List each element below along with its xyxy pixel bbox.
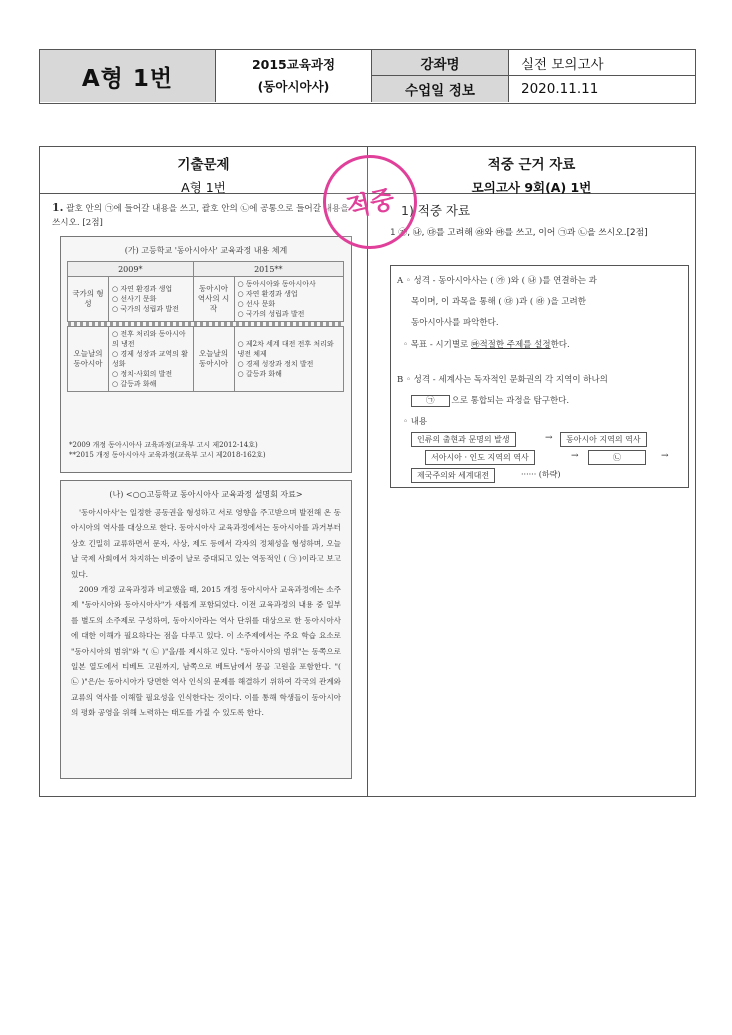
curriculum-table [67,261,344,392]
list-item: ○ 동아시아와 동아시아사 [237,280,316,288]
left-subheading: A형 1번 [181,180,226,195]
flow-step-5: 제국주의와 세계대전 [411,468,495,483]
flow-tail: ······ (하략) [521,470,561,479]
row1-label-2015: 동아시아 역사의 시작 [193,277,234,322]
a-goal [403,338,570,350]
row1-label-2009: 국가의 형성 [68,277,109,322]
evidence-section-title: 1) 적중 자료 [401,203,471,218]
a-line1: A ◦ 성격 - 동아시아사는 ( ㉮ )와 ( ㉯ )를 연결하는 과 [397,276,597,286]
flow-arrow: → [571,451,579,461]
a-goal-prefix: ◦ 목표 - 시기별로 [403,340,471,350]
source-box-na [60,480,352,779]
flow-step-2: 동아시아 지역의 역사 [560,432,647,447]
date-label: 수업일 정보 [372,76,509,102]
note-2009: *2009 개정 동아시아사 교육과정(교육부 고시 제2012-14호) [69,441,258,449]
list-item: ○ 자연 환경과 생업 [237,290,298,298]
list-item: ○ 국가의 성립과 발전 [112,305,179,313]
box-ga-title: (가) 고등학교 '동아시아사' 교육과정 내용 체계 [124,246,288,255]
flow-step-4: ㉡ [588,450,646,465]
row2-label-2009: 오늘날의 동아시아 [68,327,109,392]
question-text: 괄호 안의 ㉠에 들어갈 내용을 쓰고, 괄호 안의 ㉡에 공통으로 들어갈 내용을 쓰시오. [2점] [52,204,349,228]
row2-items-2009 [109,327,194,392]
b-line2 [411,394,569,406]
box-na-paragraph: '동아시아사'는 일정한 공동권을 형성하고 서로 영향을 주고받으며 발전해 온 동아시아의 역사를 대상으로 한다. 동아시아사 교육과정에서는 동아시아를 과거부터 상호 긴밀히 교류하면서 문자, 사상, 제도 등에서 각자의 정체성을 형성하며, 오늘날 국제 사회에서 차지하는 비중이 날로 증대되고 있는 역동적인 ( ㉠ )이라고 보고 있다. [71,508,341,579]
date-value: 2020.11.11 [521,81,599,97]
info-header-table [39,49,696,104]
b-content: ◦ 내용 [403,417,428,427]
note-2015: **2015 개정 동아시아사 교육과정(교육부 고시 제2018-162호) [69,451,266,459]
list-item: ○ 전후 처리와 동아시아의 냉전 [112,330,186,348]
right-subheading: 모의고사 9회(A) 1번 [471,180,592,195]
list-item: ○ 자연 환경과 생업 [112,285,173,293]
evidence-question: 1 ㉮, ㉯, ㉰를 고려해 ㉱와 ㉲를 쓰고, 이어 ㉠과 ㉡을 쓰시오.[2점] [390,228,648,238]
question-number: 1. [52,201,64,214]
b-line2-rest: 으로 통합되는 과정을 탐구한다. [451,396,570,406]
list-item: ○ 국가의 성립과 발전 [237,310,305,318]
list-item: ○ 선사기 문화 [112,295,157,303]
curriculum-cell [216,50,372,102]
a-line3: 동아시아사를 파악한다. [411,318,499,328]
list-item: ○ 제2차 세계 대전 전후 처리와 냉전 체제 [237,340,334,358]
course-label: 강좌명 [372,50,509,76]
list-item: ○ 갈등과 화해 [237,370,282,378]
a-line2: 목이며, 이 과목을 통해 ( ㉰ )과 ( ㉱ )을 고려한 [411,297,586,307]
curriculum-line1: 2015교육과정 [251,57,336,72]
box-na-body [71,505,341,721]
flow-arrow: → [545,433,553,443]
a-goal-suffix: 한다. [550,340,570,350]
left-heading: 기출문제 [177,157,230,173]
hit-stamp: 적중 [314,146,425,257]
b-blank-box: ㉠ [411,395,450,407]
row2-label-2015: 오늘날의 동아시아 [193,327,234,392]
table-notes [69,440,266,460]
list-item: ○ 경제 성장과 정치 발전 [237,360,314,368]
row2-items-2015 [234,327,343,392]
right-column-header [368,147,695,194]
list-item: ○ 경제 성장과 교역의 활성화 [112,350,188,368]
question-type-label: A형 1번 [40,50,216,102]
col-2015-header: 2015** [193,262,343,277]
col-2009-header: 2009* [68,262,194,277]
exam-question [52,201,352,230]
box-na-title: (나) <○○고등학교 동아시아사 교육과정 설명회 자료> [109,490,303,499]
list-item: ○ 정치·사회의 발전 [112,370,173,378]
source-box-ga [60,236,352,473]
row1-items-2015 [234,277,343,322]
flow-step-3: 서아시아 · 인도 지역의 역사 [425,450,535,465]
right-heading: 적중 근거 자료 [487,157,576,173]
list-item: ○ 선사 문화 [237,300,276,308]
b-line1: B ◦ 성격 - 세계사는 독자적인 문화권의 각 지역이 하나의 [397,375,608,385]
evidence-box [390,265,689,488]
a-goal-underlined: ㉲적절한 주제를 설정 [470,340,551,350]
course-value: 실전 모의고사 [509,50,695,76]
curriculum-line2: (동아시아사) [257,79,330,94]
flow-arrow: → [661,451,669,461]
left-column-header [40,147,367,194]
flow-step-1: 인류의 출현과 문명의 발생 [411,432,516,447]
row1-items-2009 [109,277,194,322]
list-item: ○ 갈등과 화해 [112,380,157,388]
box-na-paragraph: 2009 개정 교육과정과 비교했을 때, 2015 개정 동아시아사 교육과정에는 소주제 "동아시아와 동아시아사"가 새롭게 포함되었다. 이전 교육과정의 내용 중 일부를 별도의 소주제로 구성하여, 동아시아라는 역사 단위를 대상으로 한 동아시아사에 대한 이해가 필요하다는 점을 다루고 있다. 이 소주제에서는 주요 학습 요소로 "동아시아의 범위"와 "( ㉡ )"을/를 제시하고 있다. "동아시아의 범위"는 동쪽으로 일본 열도에서 티베트 고원까지, 남쪽으로 베트남에서 몽골 고원을 포함한다. "( ㉡ )"은/는 동아시아가 당면한 역사 인식의 문제를 해결하기 위하여 각국의 관계와 교류의 역사를 이해할 필요성을 인식한다는 것이다. 이를 통해 학생들이 동아시아의 평화 공영을 위해 노력하는 태도를 가질 수 있도록 한다. [71,585,341,718]
